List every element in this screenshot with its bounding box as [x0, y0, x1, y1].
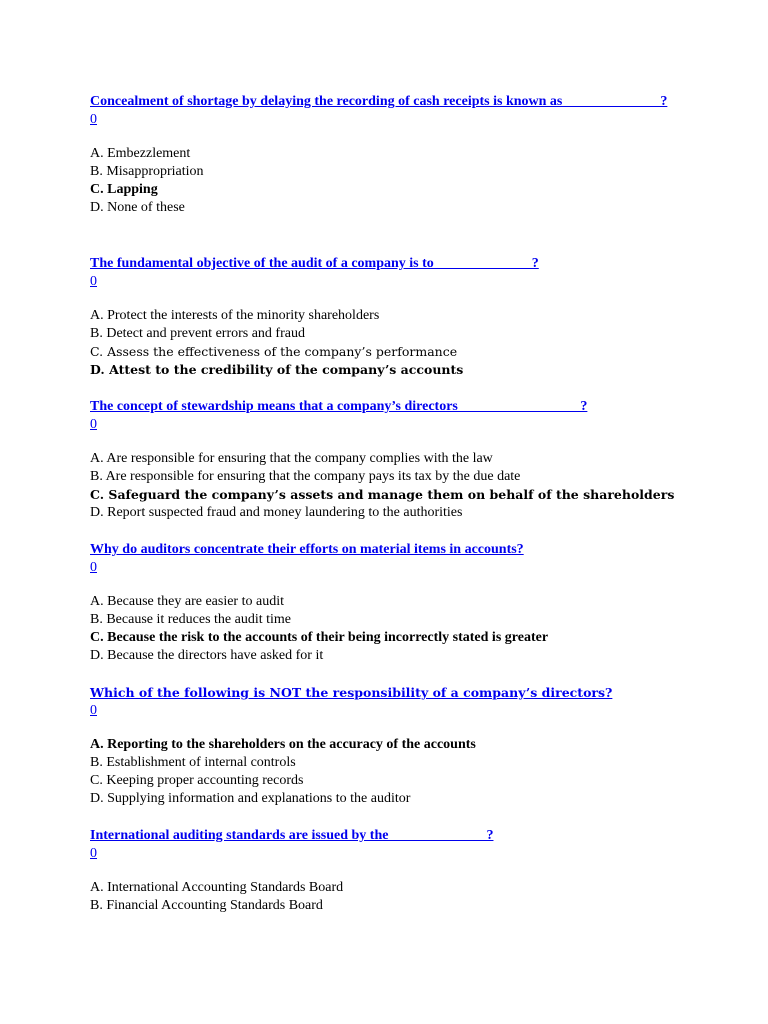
option-a: A. Are responsible for ensuring that the company complies with the law: [90, 451, 493, 466]
comment-count-link[interactable]: 0: [90, 846, 97, 861]
option-a: A. Protect the interests of the minority shareholders: [90, 308, 380, 323]
question-title[interactable]: The fundamental objective of the audit of a company is to______________?: [90, 256, 539, 271]
options-list: [90, 307, 690, 379]
comment-count-link[interactable]: 0: [90, 417, 97, 432]
question-title[interactable]: Which of the following is NOT the responsibility of a company’s directors?: [90, 685, 613, 700]
options-list: [90, 450, 690, 522]
option-b: B. Establishment of internal controls: [90, 755, 296, 770]
question-title[interactable]: Concealment of shortage by delaying the recording of cash receipts is known as______________?: [90, 94, 668, 109]
question-5: [90, 684, 690, 808]
question-1: [90, 93, 690, 217]
option-b: B. Because it reduces the audit time: [90, 612, 291, 627]
comment-count-link[interactable]: 0: [90, 274, 97, 289]
option-c-correct: C. Safeguard the company’s assets and manage them on behalf of the shareholders: [90, 487, 675, 502]
option-b: B. Financial Accounting Standards Board: [90, 898, 323, 913]
question-4: [90, 541, 690, 665]
option-c: C. Keeping proper accounting records: [90, 773, 304, 788]
options-list: [90, 593, 690, 665]
question-title[interactable]: Why do auditors concentrate their efforts on material items in accounts?: [90, 542, 524, 557]
option-d-correct: D. Attest to the credibility of the company’s accounts: [90, 362, 464, 377]
question-2: [90, 255, 690, 379]
option-a: A. Embezzlement: [90, 146, 191, 161]
option-d: D. Supplying information and explanations to the auditor: [90, 791, 411, 806]
option-c-correct: C. Lapping: [90, 182, 158, 197]
option-a: A. Because they are easier to audit: [90, 594, 284, 609]
question-3: [90, 398, 690, 522]
options-list: [90, 145, 690, 217]
option-b: B. Misappropriation: [90, 164, 204, 179]
option-d: D. Report suspected fraud and money laundering to the authorities: [90, 505, 463, 520]
comment-count-link[interactable]: 0: [90, 112, 97, 127]
question-6: [90, 827, 690, 915]
option-b: B. Are responsible for ensuring that the company pays its tax by the due date: [90, 469, 521, 484]
option-b: B. Detect and prevent errors and fraud: [90, 326, 305, 341]
comment-count-link[interactable]: 0: [90, 560, 97, 575]
options-list: [90, 736, 690, 808]
option-a: A. International Accounting Standards Board: [90, 880, 344, 895]
option-a-correct: A. Reporting to the shareholders on the accuracy of the accounts: [90, 737, 476, 752]
option-d: D. None of these: [90, 200, 185, 215]
option-d: D. Because the directors have asked for it: [90, 648, 324, 663]
option-c: C. Assess the effectiveness of the company’s performance: [90, 344, 458, 359]
option-c-correct: C. Because the risk to the accounts of their being incorrectly stated is greater: [90, 630, 549, 645]
options-list: [90, 879, 690, 915]
question-title[interactable]: The concept of stewardship means that a company’s directors _________________?: [90, 399, 588, 414]
question-title[interactable]: International auditing standards are issued by the______________?: [90, 828, 494, 843]
comment-count-link[interactable]: 0: [90, 703, 97, 718]
